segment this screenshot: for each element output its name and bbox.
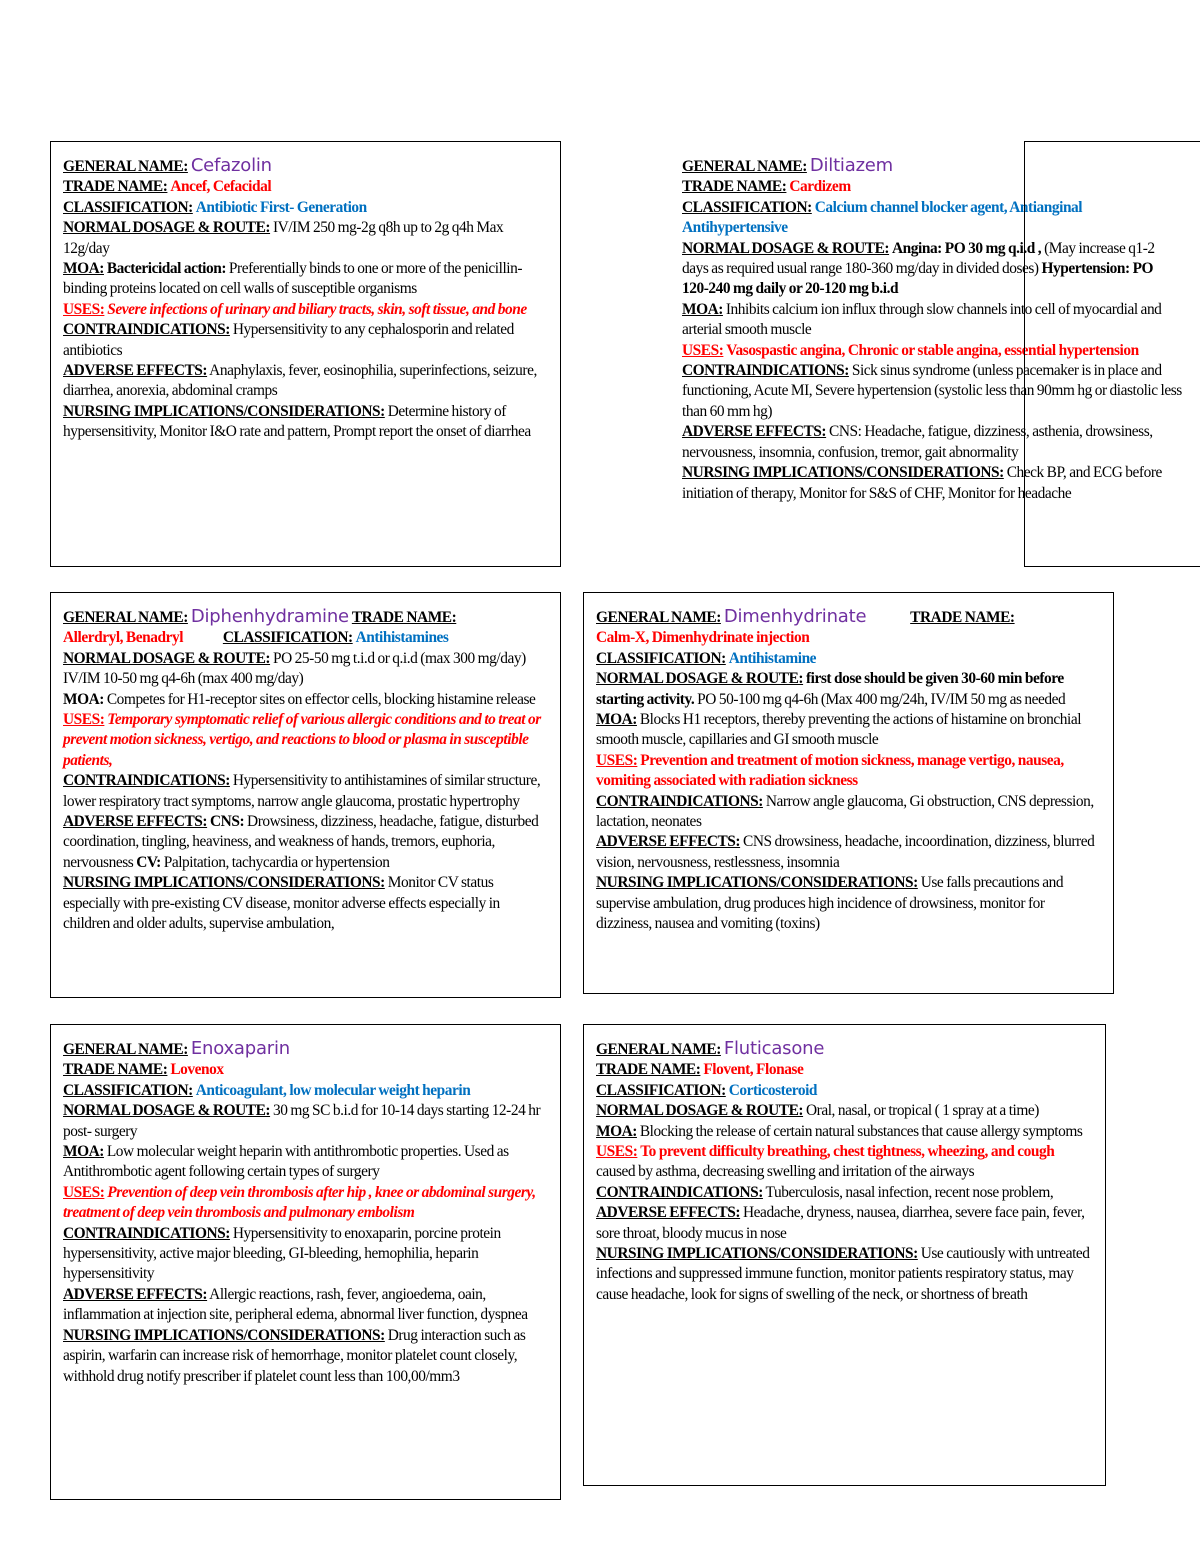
dosage-bold-angina: Angina: PO 30 mg q.i.d , [891,239,1042,257]
general-name-value: Dimenhydrinate [723,606,867,627]
dosage-value: (May increase q1-2 days as required usual range 180-360 mg/day in divided doses) [682,239,1155,278]
nursing-label: NURSING IMPLICATIONS/CONSIDERATIONS: [596,1245,918,1263]
adverse-effects-value: CNS drowsiness, headache, incoordination, dizziness, blurred vision, nervousness, restlessness, insomnia [596,833,1095,871]
dosage-value: PO 50-100 mg q4-6h (Max 400 mg/24h, IV/IM 50 mg as needed [697,690,1066,708]
dosage-label: NORMAL DOSAGE & ROUTE: [596,670,804,688]
uses-label: USES: [596,1143,638,1161]
adverse-cns-label: CNS: [210,813,245,831]
classification-value: Calcium channel blocker agent, Antianginal Antihypertensive [682,198,1083,237]
nursing-label: NURSING IMPLICATIONS/CONSIDERATIONS: [596,874,918,892]
classification-label: CLASSIFICATION: [682,198,812,216]
classification-label: CLASSIFICATION: [596,649,726,667]
moa-label: MOA: [63,260,104,278]
general-name-value: Diphenhydramine [190,606,349,627]
trade-name-value: Lovenox [170,1061,224,1079]
dosage-value: Oral, nasal, or tropical ( 1 spray at a time) [805,1102,1039,1120]
contraindications-value: Narrow angle glaucoma, Gi obstruction, CNS depression, lactation, neonates [596,792,1094,831]
contraindications-value: Tuberculosis, nasal infection, recent nose problem, [765,1183,1054,1201]
nursing-label: NURSING IMPLICATIONS/CONSIDERATIONS: [63,402,385,420]
general-name-value: Diltiazem [809,155,894,176]
dosage-value: IV/IM 250 mg-2g q8h up to 2g q4h Max 12g/day [63,219,504,257]
classification-value: Antihistamines [355,629,449,647]
contraindications-value: Hypersensitivity to enoxaparin, porcine protein hypersensitivity, active major bleeding, GI-bleeding, hemophilia, heparin hypersensitivity [63,1224,501,1283]
adverse-cns-value: Drowsiness, dizziness, headache, fatigue, disturbed coordination, tingling, heaviness, and weakness of hands, tremors, euphoria, nervousness [63,813,539,871]
classification-value: Anticoagulant, low molecular weight heparin [195,1081,471,1099]
classification-label: CLASSIFICATION: [63,1081,193,1099]
uses-value: To prevent difficulty breathing, chest tightness, wheezing, and cough [640,1143,1055,1161]
nursing-value: Drug interaction such as aspirin, warfarin can increase risk of hemorrhage, monitor platelet count closely, withhold drug notify prescriber if platelet count less than 100,00/mm3 [63,1326,526,1385]
nursing-label: NURSING IMPLICATIONS/CONSIDERATIONS: [682,464,1004,482]
trade-name-label: TRADE NAME: [63,1061,168,1079]
diltiazem-offset-border [1024,141,1200,567]
moa-bold: Bactericidal action: [106,260,227,278]
dosage-label: NORMAL DOSAGE & ROUTE: [63,219,271,237]
classification-value: Antihistamine [728,649,817,667]
contraindications-label: CONTRAINDICATIONS: [63,772,230,790]
dosage-value: PO 25-50 mg t.i.d or q.i.d (max 300 mg/day) IV/IM 10-50 mg q4-6h (max 400 mg/day) [63,649,526,688]
uses-label: USES: [63,1183,105,1201]
uses-value: Prevention and treatment of motion sickness, manage vertigo, nausea, vomiting associated with radiation sickness [596,751,1064,790]
trade-name-value: Calm-X, Dimenhydrinate injection [596,629,810,647]
classification-label: CLASSIFICATION: [222,629,353,647]
dosage-bold-hypertension: Hypertension: PO 120-240 mg daily or 20-120 mg b.i.d [682,260,1154,298]
trade-name-value: Allerdryl, Benadryl [63,629,184,647]
drug-card-fluticasone [583,1024,1106,1486]
contraindications-value: Sick sinus syndrome (unless pacemaker is in place and functioning, Acute MI, Severe hypertension (systolic less than 90mm hg or diastolic less than 60 mm hg) [682,362,1182,420]
nursing-value: Determine history of hypersensitivity, Monitor I&O rate and pattern, Prompt report the onset of diarrhea [63,402,531,441]
general-name-label: GENERAL NAME: [63,1041,188,1058]
adverse-effects-label: ADVERSE EFFECTS: [596,833,741,851]
drug-card-dimenhydrinate [583,592,1114,994]
dosage-label: NORMAL DOSAGE & ROUTE: [63,1102,271,1120]
adverse-effects-value: Allergic reactions, rash, fever, angioedema, oain, inflammation at injection site, peripheral edema, abnormal liver function, dyspnea [63,1285,528,1324]
drug-card-diphenhydramine [50,592,561,998]
general-name-label: GENERAL NAME: [682,158,807,175]
nursing-value: Check BP, and ECG before initiation of therapy, Monitor for S&S of CHF, Monitor for headache [682,464,1162,502]
general-name-value: Enoxaparin [190,1038,291,1059]
moa-value: Competes for H1-receptor sites on effector cells, blocking histamine release [106,690,536,708]
trade-name-label: TRADE NAME: [596,1061,701,1079]
contraindications-label: CONTRAINDICATIONS: [596,792,763,810]
classification-label: CLASSIFICATION: [63,198,193,216]
dosage-label: NORMAL DOSAGE & ROUTE: [596,1102,804,1120]
adverse-effects-label: ADVERSE EFFECTS: [682,423,827,441]
general-name-value: Fluticasone [723,1038,825,1059]
dosage-label: NORMAL DOSAGE & ROUTE: [682,239,890,257]
nursing-value: Use falls precautions and supervise ambulation, drug produces high incidence of drowsiness, monitor for dizziness, nausea and vomiting (toxins) [596,874,1064,933]
nursing-value: Monitor CV status especially with pre-existing CV disease, monitor adverse effects especially in children and older adults, supervise ambulation, [63,874,500,933]
moa-value: Blocking the release of certain natural substances that cause allergy symptoms [639,1122,1083,1140]
trade-name-label: TRADE NAME: [63,178,168,196]
uses-label: USES: [596,751,638,769]
classification-value: Corticosteroid [728,1081,818,1099]
adverse-effects-value: Headache, dryness, nausea, diarrhea, severe face pain, fever, sore throat, bloody mucus in nose [596,1204,1085,1242]
general-name-label: GENERAL NAME: [63,158,188,175]
adverse-effects-label: ADVERSE EFFECTS: [63,362,208,380]
uses-label: USES: [682,341,724,359]
trade-name-label: TRADE NAME: [910,609,1015,626]
contraindications-label: CONTRAINDICATIONS: [63,1224,230,1242]
moa-label: MOA: [63,690,104,708]
contraindications-value: Hypersensitivity to any cephalosporin and related antibiotics [63,321,514,359]
dosage-value: 30 mg SC b.i.d for 10-14 days starting 12-24 hr post- surgery [63,1102,541,1140]
dosage-label: NORMAL DOSAGE & ROUTE: [63,649,271,667]
adverse-cv-value: Palpitation, tachycardia or hypertension [163,853,390,871]
contraindications-value: Hypersensitivity to antihistamines of similar structure, lower respiratory tract symptoms, narrow angle glaucoma, prostatic hypertrophy [63,772,541,810]
drug-card-enoxaparin [50,1024,561,1500]
general-name-value: Cefazolin [190,155,272,176]
moa-value: Blocks H1 receptors, thereby preventing the actions of histamine on bronchial smooth muscle, capillaries and GI smooth muscle [596,711,1082,749]
adverse-cv-label: CV: [136,853,161,871]
nursing-label: NURSING IMPLICATIONS/CONSIDERATIONS: [63,874,385,892]
adverse-effects-label: ADVERSE EFFECTS: [63,813,208,831]
adverse-effects-value: CNS: Headache, fatigue, dizziness, asthenia, drowsiness, nervousness, insomnia, confusion, tremor, gait abnormality [682,423,1153,461]
general-name-label: GENERAL NAME: [63,609,188,626]
classification-label: CLASSIFICATION: [596,1081,726,1099]
contraindications-label: CONTRAINDICATIONS: [682,362,849,380]
uses-label: USES: [63,711,105,729]
uses-value: Prevention of deep vein thrombosis after hip , knee or abdominal surgery, treatment of deep vein thrombosis and pulmonary embolism [63,1183,536,1222]
general-name-label: GENERAL NAME: [596,1041,721,1058]
trade-name-label: TRADE NAME: [351,609,457,626]
moa-label: MOA: [596,711,637,729]
general-name-label: GENERAL NAME: [596,609,721,626]
drug-card-cefazolin [50,141,561,567]
uses-value: Vasospastic angina, Chronic or stable angina, essential hypertension [726,341,1139,359]
moa-label: MOA: [63,1143,104,1161]
moa-label: MOA: [596,1122,637,1140]
contraindications-label: CONTRAINDICATIONS: [596,1183,763,1201]
moa-value: Preferentially binds to one or more of the penicillin-binding proteins located on cell walls of susceptible organisms [63,260,523,298]
moa-label: MOA: [682,300,723,318]
uses-label: USES: [63,300,105,318]
trade-name-label: TRADE NAME: [682,178,787,196]
classification-value: Antibiotic First- Generation [195,198,367,216]
moa-value: Inhibits calcium ion influx through slow channels into cell of myocardial and arterial smooth muscle [682,300,1162,339]
nursing-value: Use cautiously with untreated infections and suppressed immune function, monitor patients respiratory status, may cause headache, look for signs of swelling of the neck, or shortness of breath [596,1245,1090,1303]
uses-value: Temporary symptomatic relief of various allergic conditions and to treat or prevent motion sickness, vertigo, and reactions to blood or plasma in susceptible patients, [63,711,541,769]
adverse-effects-label: ADVERSE EFFECTS: [596,1204,741,1222]
uses-value: Severe infections of urinary and biliary tracts, skin, soft tissue, and bone [107,300,527,318]
contraindications-label: CONTRAINDICATIONS: [63,321,230,339]
trade-name-value: Cardizem [789,178,851,196]
nursing-label: NURSING IMPLICATIONS/CONSIDERATIONS: [63,1326,385,1344]
trade-name-value: Flovent, Flonase [703,1061,804,1079]
trade-name-value: Ancef, Cefacidal [170,178,272,196]
uses-rest: caused by asthma, decreasing swelling and irritation of the airways [596,1163,975,1181]
adverse-effects-label: ADVERSE EFFECTS: [63,1285,208,1303]
dosage-bold: first dose should be given 30-60 min before starting activity. [596,670,1064,708]
adverse-effects-value: Anaphylaxis, fever, eosinophilia, superinfections, seizure, diarrhea, anorexia, abdominal cramps [63,362,537,400]
moa-value: Low molecular weight heparin with antithrombotic properties. Used as Antithrombotic agent following certain types of surgery [63,1143,509,1181]
